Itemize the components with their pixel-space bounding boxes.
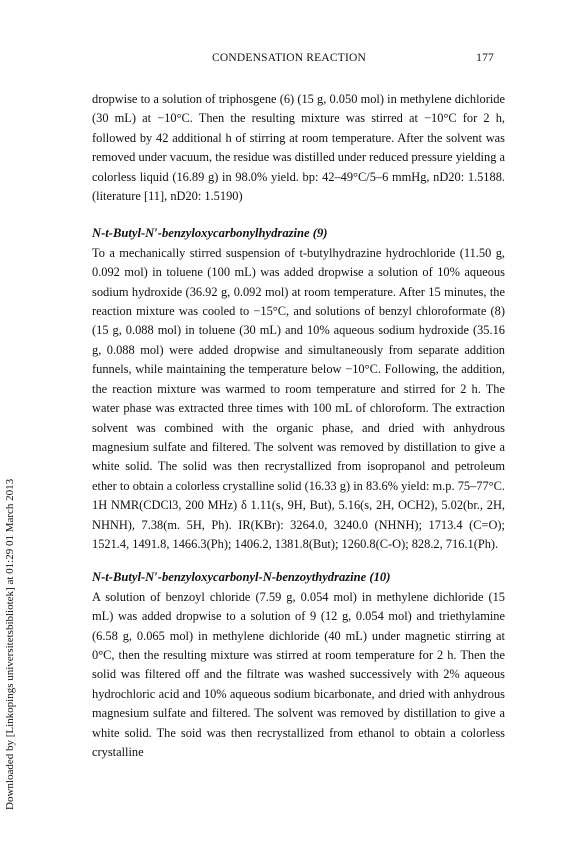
section-heading-compound-10: N-t-Butyl-N′-benzyloxycarbonyl-N-benzoythydrazine (10) xyxy=(92,570,391,585)
download-watermark xyxy=(4,220,22,820)
running-title: CONDENSATION REACTION xyxy=(212,52,367,64)
paragraph-compound-10: A solution of benzoyl chloride (7.59 g, 0.054 mol) in methylene dichloride (15 mL) was added dropwise to a solution of 9 (12 g, 0.054 mol) and triethylamine (6.58 g, 0.065 mol) in methylene dichloride (40 mL) under magnetic stirring at 0°C, then the resulting mixture was stirred at room temperature for 2 h. Then the solid was filtered off and the filtrate was washed successively with 2% aqueous hydrochloric acid and 10% aqueous sodium bicarbonate, and dried with anhydrous magnesium sulfate and filtered. The solvent was removed by distillation to give a white solid. The soid was then recrystallized from ethanol to obtain a colorless crystalline xyxy=(92,589,505,759)
running-head xyxy=(92,52,502,68)
article-body xyxy=(92,90,505,762)
page-number: 177 xyxy=(476,52,494,64)
download-watermark-text: Downloaded by [Linkopings universitetsbibliotek] at 01:29 01 March 2013 xyxy=(4,478,16,810)
paragraph-intro: dropwise to a solution of triphosgene (6) (15 g, 0.050 mol) in methylene dichloride (30 mL) at −10°C. Then the resulting mixture was stirred at −10°C for 2 h, followed by 42 additional h of stirring at room temperature. After the solvent was removed under vacuum, the residue was distilled under reduced pressure yielding a colorless liquid (16.89 g) in 98.0% yield. bp: 42–49°C/5–6 mmHg, nD20: 1.5188. (literature [11], nD20: 1.5190) xyxy=(92,92,505,204)
section-heading-compound-9: N-t-Butyl-N′-benzyloxycarbonylhydrazine (9) xyxy=(92,226,328,241)
paragraph-compound-9: To a mechanically stirred suspension of t-butylhydrazine hydrochloride (11.50 g, 0.092 mol) in toluene (100 mL) was added dropwise a solution of 10% aqueous sodium hydroxide (36.92 g, 0.092 mol) at room temperature. After 15 minutes, the reaction mixture was cooled to −15°C, and solutions of benzyl chloroformate (8) (15 g, 0.088 mol) in toluene (30 mL) and 10% aqueous sodium hydroxide (35.16 g, 0.088 mol) were added dropwise and simultaneously from separate addition funnels, while maintaining the temperature below −10°C. Following, the addition, the reaction mixture was warmed to room temperature and stirred for 2 h. The water phase was extracted three times with 100 mL of chloroform. The extraction solvent was combined with the organic phase, and dried with anhydrous magnesium sulfate and filtered. The solvent was removed by distillation to give a white solid. The solid was then recrystallized from isopropanol and petroleum ether to obtain a colorless crystalline solid (16.33 g) in 83.6% yield: m.p. 75–77°C. 1H NMR(CDCl3, 200 MHz) δ 1.11(s, 9H, But), 5.16(s, 2H, OCH2), 5.02(br., 2H, NHNH), 7.38(m. 5H, Ph). IR(KBr): 3264.0, 3240.0 (NHNH); 1713.4 (C=O); 1521.4, 1491.8, 1466.3(Ph); 1406.2, 1381.8(But); 1260.8(C-O); 828.2, 716.1(Ph). xyxy=(92,245,505,551)
